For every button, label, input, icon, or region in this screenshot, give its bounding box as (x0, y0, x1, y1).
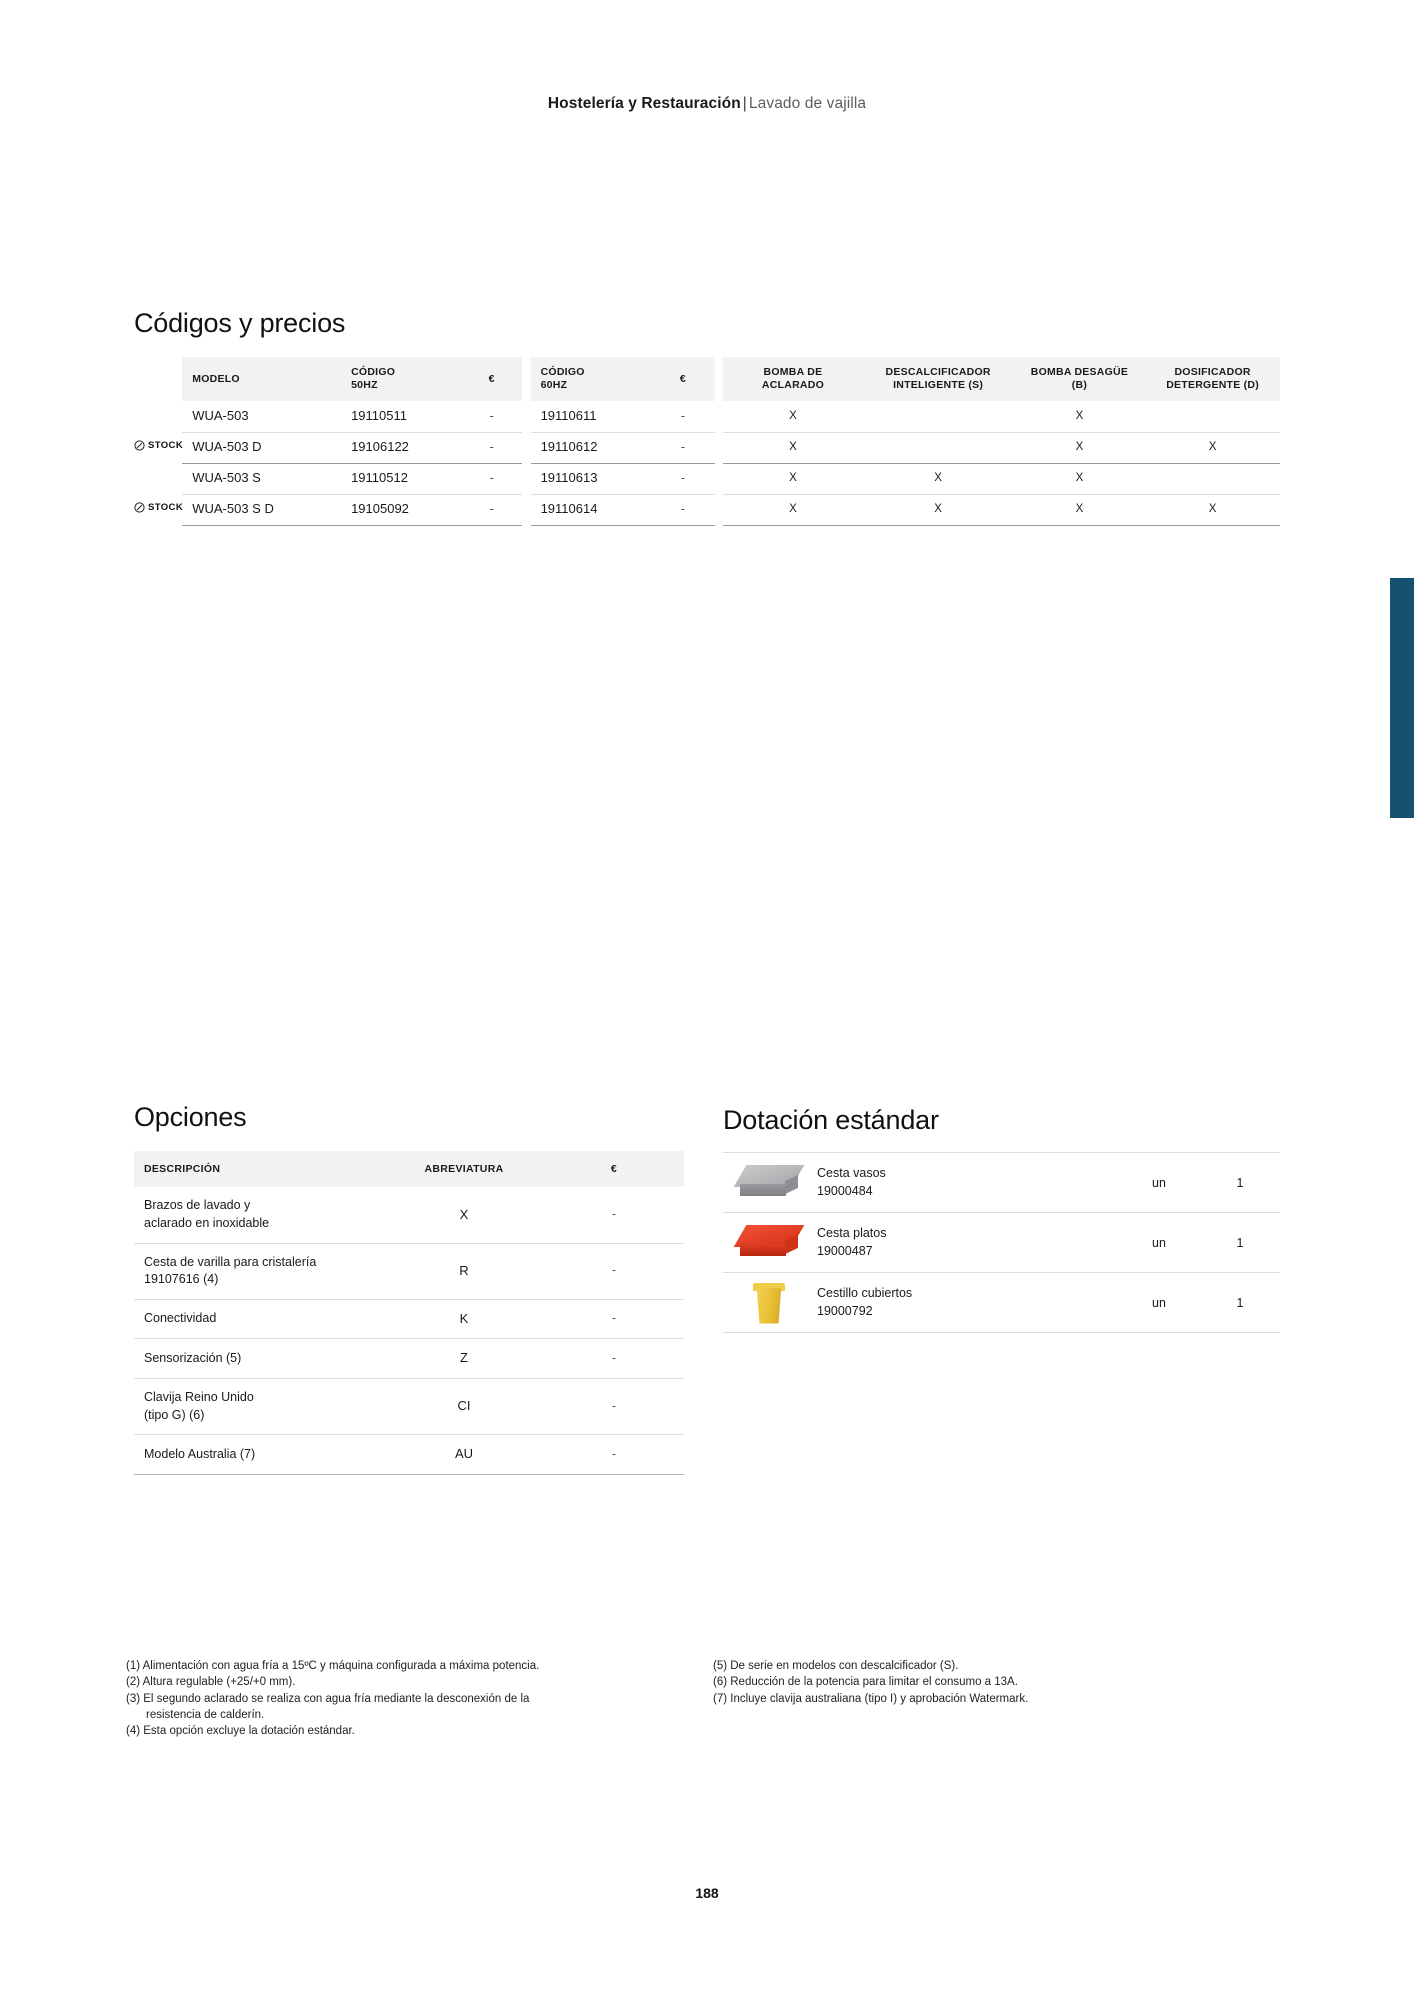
footnote-continuation: resistencia de calderín. (146, 1708, 265, 1721)
table-row (723, 1153, 1280, 1213)
item-thumbnail-cell (723, 1213, 815, 1273)
item-unit: un (1152, 1235, 1166, 1250)
opciones-table-body (134, 1187, 684, 1474)
header-separator: | (742, 95, 747, 112)
col-header-descalcificador-line1: DESCALCIFICADOR (885, 366, 991, 379)
running-header (0, 95, 1414, 113)
stock-check-circle-icon (134, 502, 145, 513)
option-description-line2: 19107616 (4) (144, 1272, 219, 1287)
row-gap-2 (715, 463, 724, 494)
footnote (126, 1691, 666, 1724)
col-header-dosificador (1145, 357, 1280, 401)
footnote-text: (5) De serie en modelos con descalcificador (S). (713, 1660, 959, 1672)
item-quantity: 1 (1236, 1295, 1244, 1310)
option-description-line1: Brazos de lavado y (144, 1198, 251, 1212)
item-name-cell (815, 1273, 1118, 1333)
option-description-line1: Modelo Australia (7) (144, 1446, 256, 1461)
option-description (134, 1339, 384, 1378)
basket-shape (740, 1225, 798, 1261)
row-descalcificador: X (863, 494, 1014, 525)
header-subsection-name: Lavado de vajilla (748, 95, 867, 112)
option-price: - (544, 1187, 684, 1243)
row-euro-50hz: - (462, 494, 522, 525)
col-header-bomba-aclarado-line1: BOMBA DE (763, 366, 823, 379)
bucket-body (755, 1288, 783, 1324)
row-gap-1 (522, 432, 531, 463)
row-gap-2 (715, 494, 724, 525)
row-descalcificador (863, 432, 1014, 463)
row-modelo: WUA-503 S (182, 463, 341, 494)
table-row (134, 432, 1280, 463)
stock-badge-label: STOCK (148, 439, 184, 451)
item-name: Cestillo cubiertos (817, 1285, 913, 1300)
row-codigo-60hz: 19110614 (531, 494, 652, 525)
row-codigo-50hz: 19110511 (341, 401, 462, 432)
option-description-line1: Sensorización (5) (144, 1350, 242, 1365)
row-codigo-60hz: 19110612 (531, 432, 652, 463)
row-stock-cell (134, 494, 182, 525)
col-header-descalcificador (863, 357, 1014, 401)
codigos-table (134, 357, 1280, 526)
row-euro-60hz: - (651, 463, 715, 494)
row-euro-50hz: - (462, 463, 522, 494)
dotacion-table (723, 1152, 1280, 1333)
opciones-header-row (134, 1151, 684, 1187)
opciones-table-head (134, 1151, 684, 1187)
item-quantity: 1 (1236, 1235, 1244, 1250)
basket-shape (740, 1165, 798, 1201)
option-abbreviation: Z (384, 1339, 544, 1378)
col-header-dosificador-line2: DETERGENTE (D) (1166, 379, 1259, 391)
col-header-euro-60hz: € (651, 357, 715, 401)
col-header-bomba-desague-line1: BOMBA DESAGÜE (1030, 366, 1129, 379)
row-dosificador: X (1145, 432, 1280, 463)
plate-basket-thumbnail (737, 1219, 801, 1267)
item-name-cell (815, 1153, 1118, 1213)
stock-badge (134, 440, 183, 451)
footnote (713, 1658, 1183, 1674)
row-stock-cell (134, 432, 182, 463)
table-row (134, 494, 1280, 525)
col-header-abreviatura: ABREVIATURA (384, 1151, 544, 1187)
option-description-line1: Conectividad (144, 1311, 217, 1326)
table-row (134, 463, 1280, 494)
item-quantity: 1 (1236, 1175, 1244, 1190)
col-header-codigo-60hz-line1: CÓDIGO (540, 366, 585, 379)
codigos-y-precios-section (134, 308, 1280, 526)
row-stock-cell (134, 401, 182, 432)
bucket-shape (753, 1283, 785, 1325)
option-description (134, 1300, 384, 1339)
item-name: Cesta vasos (817, 1165, 886, 1180)
row-bomba-desague: X (1014, 463, 1145, 494)
table-row (723, 1213, 1280, 1273)
option-price: - (544, 1300, 684, 1339)
stock-col-header (134, 357, 182, 401)
option-description (134, 1435, 384, 1474)
option-abbreviation: K (384, 1300, 544, 1339)
col-header-codigo-50hz-line1: CÓDIGO (351, 366, 396, 379)
table-row (134, 1378, 684, 1435)
header-section-name: Hostelería y Restauración (547, 95, 741, 112)
opciones-table (134, 1151, 684, 1475)
option-price: - (544, 1435, 684, 1474)
option-price: - (544, 1339, 684, 1378)
row-dosificador (1145, 401, 1280, 432)
option-abbreviation: X (384, 1187, 544, 1243)
row-codigo-50hz: 19106122 (341, 432, 462, 463)
footnote (126, 1674, 666, 1690)
col-header-euro-50hz: € (462, 357, 522, 401)
item-thumbnail-cell (723, 1153, 815, 1213)
row-codigo-50hz: 19110512 (341, 463, 462, 494)
codigos-gap-2 (715, 357, 724, 401)
dotacion-section-title: Dotación estándar (723, 1105, 939, 1135)
page-number: 188 (695, 1885, 719, 1901)
item-unit: un (1152, 1295, 1166, 1310)
table-row (134, 401, 1280, 432)
codigos-gap-1 (522, 357, 531, 401)
option-price: - (544, 1378, 684, 1435)
col-header-codigo-50hz (341, 357, 462, 401)
footnotes-right-column (713, 1658, 1183, 1707)
opciones-section-title: Opciones (134, 1102, 247, 1132)
table-row (134, 1187, 684, 1243)
col-header-codigo-60hz (531, 357, 652, 401)
option-description (134, 1243, 384, 1300)
row-codigo-50hz: 19105092 (341, 494, 462, 525)
row-bomba-aclarado: X (723, 494, 862, 525)
cutlery-basket-thumbnail (737, 1279, 801, 1327)
col-header-opciones-euro: € (544, 1151, 684, 1187)
row-gap-2 (715, 401, 724, 432)
item-unit: un (1152, 1175, 1166, 1190)
footnote-text: (2) Altura regulable (+25/+0 mm). (126, 1676, 296, 1689)
dotacion-estandar-section (723, 1105, 1280, 1333)
option-description-line2: (tipo G) (6) (144, 1407, 205, 1422)
item-name: Cesta platos (817, 1225, 887, 1240)
codigos-table-head (134, 357, 1280, 401)
codigos-header-row (134, 357, 1280, 401)
basket-front (740, 1184, 786, 1196)
basket-front (740, 1244, 786, 1256)
opciones-section (134, 1102, 684, 1475)
stock-check-circle-icon (134, 440, 145, 451)
row-bomba-aclarado: X (723, 463, 862, 494)
footnote-text: (7) Incluye clavija australiana (tipo I) y aprobación Watermark. (713, 1692, 1029, 1705)
item-code: 19000792 (817, 1303, 873, 1318)
row-bomba-aclarado: X (723, 401, 862, 432)
row-gap-1 (522, 401, 531, 432)
row-bomba-desague: X (1014, 401, 1145, 432)
row-descalcificador (863, 401, 1014, 432)
footnote (126, 1723, 666, 1739)
table-row (134, 1300, 684, 1339)
stock-badge-label: STOCK (148, 501, 184, 513)
row-euro-50hz: - (462, 401, 522, 432)
row-euro-60hz: - (651, 432, 715, 463)
item-thumbnail-cell (723, 1273, 815, 1333)
codigos-table-body (134, 401, 1280, 525)
option-description-line1: Cesta de varilla para cristalería (144, 1254, 317, 1269)
option-description (134, 1378, 384, 1435)
row-euro-60hz: - (651, 401, 715, 432)
glass-basket-thumbnail (737, 1159, 801, 1207)
row-bomba-desague: X (1014, 494, 1145, 525)
option-abbreviation: AU (384, 1435, 544, 1474)
item-name-cell (815, 1213, 1118, 1273)
row-stock-cell (134, 463, 182, 494)
item-code: 19000484 (817, 1183, 873, 1198)
row-descalcificador: X (863, 463, 1014, 494)
edge-thumb-tab (1390, 578, 1414, 818)
col-header-dosificador-line1: DOSIFICADOR (1174, 366, 1251, 379)
row-gap-1 (522, 463, 531, 494)
option-description-line1: Clavija Reino Unido (144, 1389, 254, 1404)
col-header-descalcificador-line2: INTELIGENTE (S) (893, 379, 984, 391)
footnote (713, 1691, 1183, 1707)
col-header-modelo: MODELO (182, 357, 341, 401)
col-header-codigo-50hz-line2: 50HZ (351, 379, 378, 391)
col-header-bomba-aclarado-line2: ACLARADO (761, 379, 824, 391)
col-header-descripcion: DESCRIPCIÓN (134, 1151, 384, 1187)
option-abbreviation: R (384, 1243, 544, 1300)
row-codigo-60hz: 19110613 (531, 463, 652, 494)
footnote-text: (6) Reducción de la potencia para limitar el consumo a 13A. (713, 1676, 1018, 1689)
col-header-bomba-aclarado (723, 357, 862, 401)
row-bomba-desague: X (1014, 432, 1145, 463)
table-row (134, 1339, 684, 1378)
footnote-text: (1) Alimentación con agua fría a 15ºC y máquina configurada a máxima potencia. (126, 1660, 540, 1672)
option-description (134, 1187, 384, 1243)
row-dosificador: X (1145, 494, 1280, 525)
row-gap-1 (522, 494, 531, 525)
row-euro-50hz: - (462, 432, 522, 463)
option-price: - (544, 1243, 684, 1300)
footnote (713, 1674, 1183, 1690)
row-euro-60hz: - (651, 494, 715, 525)
footnote (126, 1658, 666, 1674)
option-description-line2: aclarado en inoxidable (144, 1215, 270, 1230)
row-modelo: WUA-503 (182, 401, 341, 432)
table-row (134, 1435, 684, 1474)
row-dosificador (1145, 463, 1280, 494)
codigos-section-title: Códigos y precios (134, 308, 346, 338)
table-row (134, 1243, 684, 1300)
stock-badge (134, 502, 183, 513)
table-row (723, 1273, 1280, 1333)
option-abbreviation: CI (384, 1378, 544, 1435)
row-bomba-aclarado: X (723, 432, 862, 463)
row-modelo: WUA-503 S D (182, 494, 341, 525)
dotacion-table-body (723, 1153, 1280, 1333)
col-header-codigo-60hz-line2: 60HZ (540, 379, 568, 391)
row-modelo: WUA-503 D (182, 432, 341, 463)
footnote-text: (4) Esta opción excluye la dotación estándar. (126, 1725, 355, 1738)
row-gap-2 (715, 432, 724, 463)
footnote-text: (3) El segundo aclarado se realiza con agua fría mediante la desconexión de la (126, 1692, 530, 1705)
item-code: 19000487 (817, 1243, 873, 1258)
row-codigo-60hz: 19110611 (531, 401, 652, 432)
footnotes-left-column (126, 1658, 666, 1740)
col-header-bomba-desague (1014, 357, 1145, 401)
col-header-bomba-desague-line2: (B) (1071, 379, 1088, 391)
